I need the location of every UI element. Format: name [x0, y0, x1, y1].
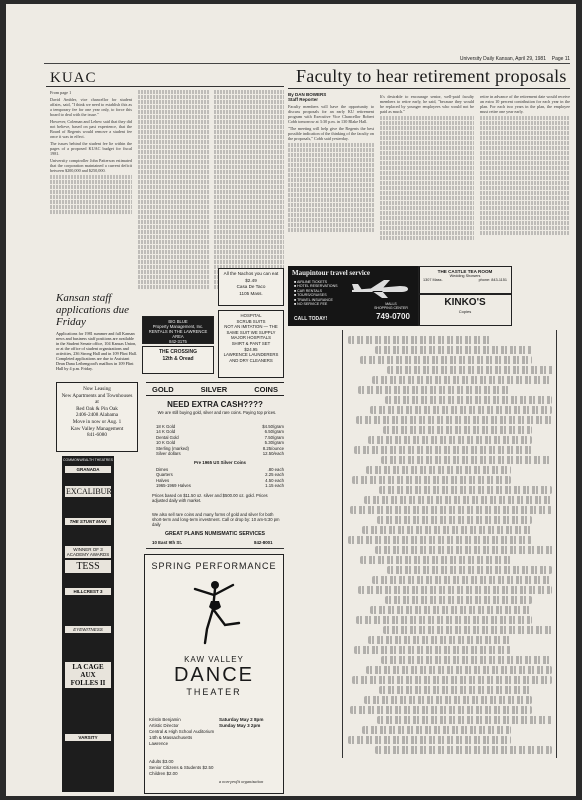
price-row: [156, 483, 284, 488]
price-value: 5.30/gram: [264, 440, 284, 446]
newspaper-page: [6, 4, 576, 796]
coins-company: GREAT PLAINS NUMISMATIC SERVICES: [164, 531, 265, 537]
main-story-col-3: [480, 94, 570, 262]
main-story-col-2: [380, 94, 474, 262]
masthead: [44, 56, 570, 64]
maupintour-service-item: ■ TOURS/CRUISES: [294, 293, 327, 298]
coins-border-bottom: [146, 548, 284, 549]
theater-item-varsity: VARSITY: [65, 734, 111, 741]
maupintour-phone: 749-0700: [376, 312, 410, 321]
price-item: Halves: [156, 477, 170, 483]
big-blue-text: BIG BLUE Property Management, Inc. RENTALS IN THE LAWRENCE AREA 842-3175: [148, 319, 208, 344]
lease-ad: [56, 382, 138, 452]
theater-header: COMMONWEALTH THEATRES: [63, 458, 113, 462]
handwritten-line: [358, 386, 511, 394]
coins-intro: We are still buying gold, silver and rare coins. Paying top prices.: [157, 410, 277, 415]
kansan-staff-notice: [56, 292, 138, 378]
handwritten-line: [379, 486, 552, 494]
coins-address: 10 East 9th St.: [152, 540, 183, 545]
handwritten-line: [385, 596, 532, 604]
spring-theater: THEATER: [186, 687, 242, 697]
handwritten-line: [377, 716, 552, 724]
coins-silver-label: SILVER: [200, 384, 228, 394]
coins-price-table-2: [156, 467, 284, 489]
spring-headline: SPRING PERFORMANCE: [151, 561, 277, 571]
handwritten-frame-left: [342, 330, 343, 758]
kinkos-ad: [418, 294, 512, 326]
castle-sub: Wedding Showers: [449, 274, 481, 278]
spring-dance: DANCE: [173, 664, 254, 686]
main-col1-para-2: "The meeting will help give the Regents the best possible indication of the thinking of the faculty on the proposals," Cobb said yesterday.: [288, 126, 374, 141]
kuac-rule: [46, 86, 284, 87]
maupintour-ad: [288, 266, 420, 326]
spring-dates: Saturday May 2 8pm Sunday May 3 2pm: [219, 717, 264, 728]
price-item: Quarters: [156, 472, 173, 478]
price-item: Sterling (marked): [156, 445, 189, 451]
handwritten-line: [352, 676, 552, 684]
coins-coins-label: COINS: [254, 384, 278, 394]
kuac-column-2: [138, 90, 210, 290]
price-value: 1.15 each: [265, 483, 284, 489]
handwritten-line: [366, 466, 511, 474]
handwritten-line: [356, 416, 552, 424]
handwritten-line: [360, 356, 531, 364]
handwritten-line: [354, 646, 511, 654]
handwritten-line: [354, 446, 531, 454]
handwritten-line: [383, 426, 532, 434]
kuac-para-4: University comptroller John Patterson estimated that the corporation maintained a current deficit between $200,000 and $250,000.: [50, 158, 132, 173]
maupintour-service-item: ■ NO SERVICE FEE: [294, 302, 328, 307]
theater-item-granada: GRANADA: [65, 466, 111, 473]
crossing-ad: [142, 346, 214, 374]
handwritten-line: [368, 636, 511, 644]
coins-phone: 842-8001: [254, 540, 273, 545]
spring-org: KAW VALLEY: [184, 655, 244, 664]
coins-footer-text: We also sell rare coins and many forms of gold and silver for both short-term and long-term investment. Call or drop by: 10 am-5:30 pm daily: [152, 512, 280, 527]
theater-item-stunt-man: THE STUNT MAN: [65, 518, 111, 525]
maupintour-cta: CALL TODAY!: [294, 316, 328, 322]
kuac-headline: KUAC: [50, 70, 97, 86]
big-blue-ad: [142, 316, 214, 344]
handwritten-line: [348, 336, 491, 344]
main-col1-para-1: Faculty members will have the opportunity to discuss proposals for an early KU retirement program with Executive Vice Chancellor Robert Cobb tomorrow at 3:30 p.m. in 130 Blake Hall.: [288, 104, 374, 124]
maupintour-service-item: ■ HOTEL RESERVATIONS: [294, 284, 338, 289]
spring-prices: Adults $3.00 Senior Citizens & Students $2.50 Children $2.00: [149, 759, 214, 776]
coins-footnote: Prices based on $11.50 oz. silver and $500.00 oz. gold. Prices adjusted daily with market.: [152, 493, 268, 503]
main-story-headline: Faculty to hear retirement proposals: [296, 66, 567, 86]
scrub-suits-ad: [218, 310, 284, 378]
handwritten-line: [364, 496, 552, 504]
price-item: Dental Gold: [156, 434, 179, 440]
kuac-from-page: From page 1: [50, 90, 72, 95]
maupintour-service-item: ■ TRAVEL INSURANCE: [294, 297, 333, 302]
price-item: Silver dollars: [156, 451, 181, 457]
price-value: 12.50/each: [262, 451, 284, 457]
spring-note: a non-profit organization: [219, 779, 264, 784]
handwritten-line: [377, 516, 532, 524]
handwritten-line: [381, 456, 552, 464]
dancer-illustration: [185, 577, 245, 647]
handwritten-line: [352, 476, 511, 484]
price-value: 2.25 each: [265, 472, 284, 478]
handwritten-line: [370, 606, 531, 614]
handwritten-line: [375, 546, 552, 554]
spring-performance-ad: [144, 554, 284, 794]
scrub-suits-text: HOSPITAL SCRUB SUITS NOT AN IMITATION — THE SAME SUIT WE SUPPLY MAJOR HOSPITALS SHIRT & PANT SET $24.95 LAWRENCE LAUNDERERS AND DRY CLEANERS: [223, 313, 279, 363]
handwritten-line: [387, 366, 552, 374]
handwritten-line: [375, 746, 552, 754]
handwritten-line: [356, 616, 531, 624]
handwritten-line: [381, 656, 552, 664]
price-item: 10 K Gold: [156, 440, 176, 446]
price-item: Dimes: [156, 467, 169, 472]
price-value: .80 each: [267, 467, 284, 472]
page-number: Page 11: [551, 56, 570, 62]
main-story-byline: By DAN BOWERS Staff Reporter: [288, 92, 327, 102]
coins-header-row: [146, 382, 284, 396]
price-value: 4.50 each: [265, 477, 284, 483]
price-value: 7.50/gram: [264, 434, 284, 440]
coins-subhead: Pre 1965 US Silver Coins: [194, 460, 246, 465]
maupintour-services: [294, 280, 338, 306]
theater-item-hillcrest: HILLCREST 3: [65, 588, 111, 595]
handwritten-line: [368, 436, 531, 444]
main-story-rule: [288, 88, 570, 89]
spring-credits: Kristin Benjamin Artistic Director Central & High School Auditorium 14th & Massachusetts Lawrence: [149, 717, 215, 746]
handwritten-line: [362, 526, 531, 534]
handwritten-line: [375, 346, 532, 354]
airplane-icon: [350, 278, 410, 300]
theater-item-eyewitness: EYEWITNESS: [65, 626, 111, 633]
kuac-para-1: David Ambler, vice chancellor for student affairs, said, "I think we need to establish this as a temporary fee for one year only, to force this board to deal with the issue.": [50, 97, 132, 117]
maupintour-service-item: ■ AIRLINE TICKETS: [294, 280, 328, 284]
price-row: [156, 451, 284, 456]
price-item: 18 K Gold: [156, 424, 176, 429]
handwritten-line: [370, 406, 552, 414]
kansan-staff-headline: Kansan staff applications due Friday: [56, 292, 130, 328]
price-value: $4.50/gram: [262, 424, 284, 429]
handwritten-line: [348, 536, 532, 544]
kuac-column-3: [214, 90, 284, 290]
handwritten-line: [360, 556, 511, 564]
kinkos-name: KINKO'S: [444, 297, 486, 308]
castle-address: 1307 Mass.: [423, 278, 443, 283]
handwritten-line: [350, 706, 532, 714]
handwritten-line: [362, 726, 511, 734]
handwritten-line: [348, 736, 511, 744]
handwritten-line: [387, 566, 552, 574]
taco-text: All the Nachos you can eat $2.49 Casa De Taco 1105 Mass.: [223, 271, 279, 296]
handwritten-line: [372, 576, 552, 584]
handwritten-line: [383, 626, 552, 634]
handwritten-line: [358, 586, 552, 594]
theater-listings: [62, 456, 114, 792]
main-col3-para-1: retire in advance of the retirement date would receive an extra 10 percent contribution for each year in the plan. For each two years in the plan, the employee must retire one year early.: [480, 94, 570, 114]
handwritten-line: [364, 696, 531, 704]
coins-gold-label: GOLD: [152, 384, 174, 394]
price-item: 1965-1969 Halves: [156, 483, 191, 489]
theater-item-la-cage: LA CAGE AUX FOLLES II: [65, 662, 111, 688]
kinkos-sub: Copies: [458, 309, 472, 314]
masthead-title: University Daily Kansan, April 29, 1981: [459, 56, 546, 62]
handwritten-line: [366, 666, 552, 674]
handwritten-line: [350, 506, 552, 514]
maupintour-place: MALLS SHOPPING CENTER: [374, 302, 408, 311]
handwritten-line: [372, 376, 552, 384]
handwritten-frame-right: [556, 330, 557, 758]
coins-headline: NEED EXTRA CASH????: [167, 400, 263, 409]
handwritten-line: [379, 686, 532, 694]
theater-item-academy: WINNER OF 3 ACADEMY AWARDS: [66, 547, 110, 557]
kuac-column-1: [50, 90, 132, 286]
main-col2-para-1: It's desirable to encourage senior, well-paid faculty members to retire early, he said, "because they would be replaced by younger employees who would not be paid as much.": [380, 94, 474, 114]
handwritten-text-block: [348, 334, 552, 754]
crossing-text: THE CROSSING 12th & Oread: [158, 349, 198, 362]
theater-item-excalibur: EXCALIBUR: [66, 487, 112, 496]
kansan-staff-body: Applications for 1981 summer and fall Kansan news and business staff positions are available in the Student Senate office, 104 Kansas Union, or at the office of student organizations and activities, 236 Strong Hall and in 109 Flint Hall. Completed applications are due to Assistant Dean Dana Leibengood's mailbox in 109 Flint Hall by 4 p.m. Friday.: [56, 331, 137, 371]
castle-name: THE CASTLE TEA ROOM: [437, 269, 493, 274]
taco-ad: [218, 268, 284, 306]
castle-phone: phone: 843-1151: [478, 278, 507, 283]
main-story-col-1: [288, 104, 374, 262]
maupintour-name: Maupintour travel service: [292, 269, 371, 277]
theater-item-tess: TESS: [65, 560, 111, 573]
handwritten-line: [385, 396, 552, 404]
price-item: 14 K Gold: [156, 429, 176, 435]
price-value: 6.50/gram: [264, 429, 284, 435]
coins-price-table: [156, 424, 284, 456]
kuac-para-2: However, Coleman and Lehew said that they did not believe, based on past experience, that the Board of Regents would remove a student fee once it was in effect.: [50, 119, 132, 139]
castle-tea-room-ad: [418, 266, 512, 294]
maupintour-service-item: ■ CAR RENTALS: [294, 288, 323, 293]
kuac-para-3: The issues behind the student fee lie within the pages of a proposed KUAC budget for fiscal 1981.: [50, 141, 132, 156]
lease-ad-text: Now Leasing New Apartments and Townhouses at Red Oak & Pin Oak 2406-2408 Alabama Move in now or Aug. 1 Kaw Valley Management 841-6080: [61, 386, 133, 439]
price-value: 8.25/ounce: [262, 445, 284, 451]
